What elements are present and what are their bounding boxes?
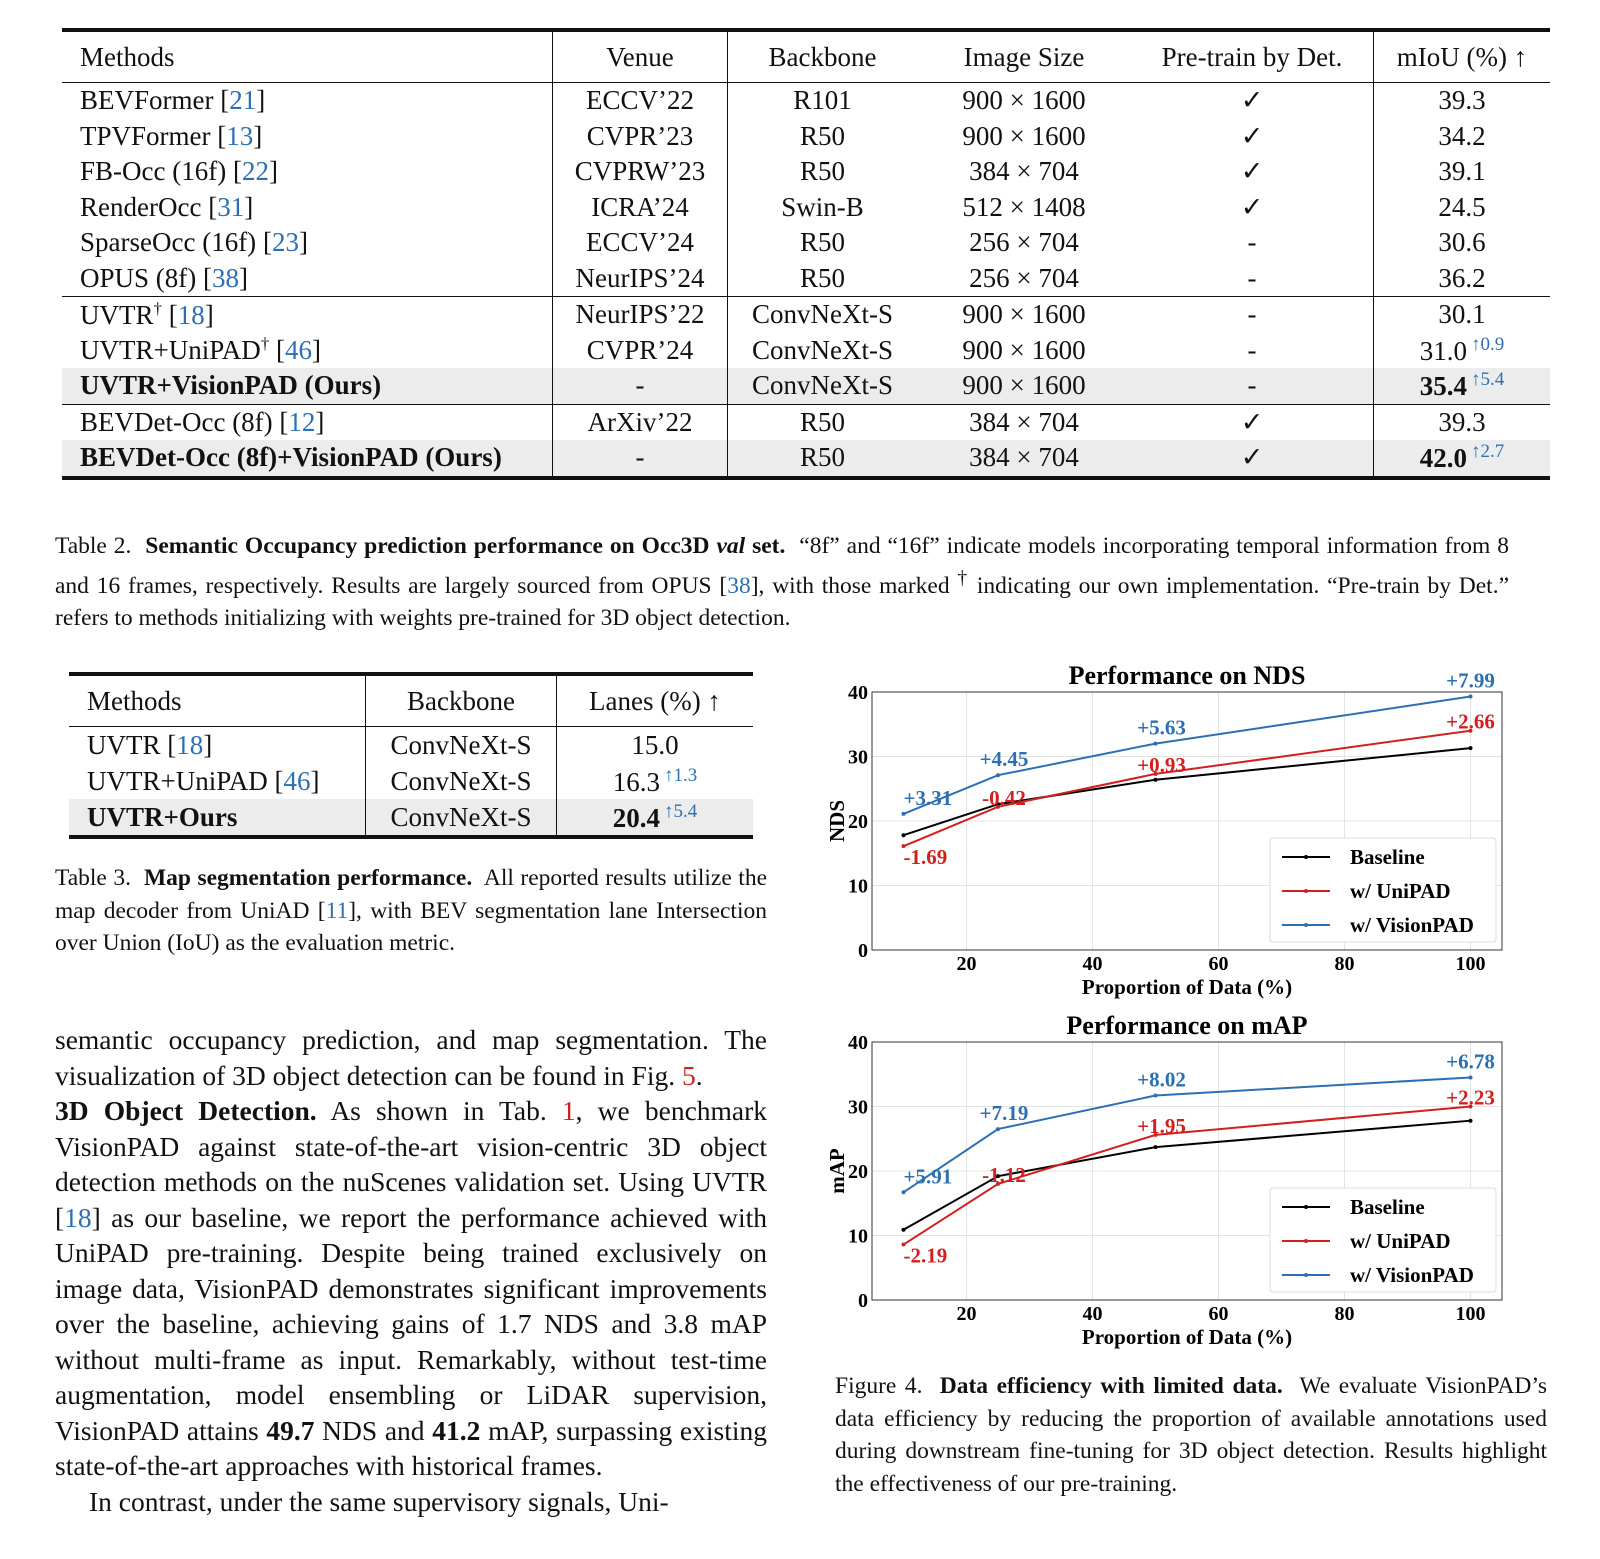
miou-cell: 30.6 [1438,227,1486,258]
data-label: +5.63 [1137,715,1186,740]
header-miou: mIoU (%) ↑ [1396,41,1528,72]
pretrain-cell: - [1131,261,1374,297]
y-tick-label: 40 [848,682,868,704]
y-tick-label: 20 [848,1161,868,1183]
lanes-cell: 20.4 $^{↑5.4}$ [612,800,698,833]
y-axis-label: NDS [825,799,849,843]
pretrain-cell: - [1131,297,1374,333]
citation-link[interactable]: 21 [229,85,257,116]
y-tick-label: 30 [848,746,868,769]
venue-cell: ICRA’24 [553,190,728,226]
y-axis-label: mAP [825,1148,849,1194]
data-point [996,1127,1000,1131]
citation-link[interactable]: 22 [241,156,269,187]
table-row [69,763,753,799]
table-row [62,368,1550,404]
venue-cell: CVPR’23 [553,119,728,155]
pretrain-cell: ✓ [1131,83,1374,119]
header-backbone: Backbone [366,674,557,727]
data-point [1469,1075,1473,1079]
paragraph: semantic occupancy prediction, and map segmentation. The visualization of 3D object detection can be found in Fig. 5. [55,1024,767,1091]
citation-link[interactable]: 12 [288,406,316,437]
x-axis-label: Proportion of Data (%) [1081,1325,1293,1349]
pretrain-cell: - [1131,368,1374,404]
table-row [62,154,1550,190]
size-cell: 256 × 704 [969,262,1079,293]
table-2 [62,28,1550,480]
data-label: +4.45 [979,747,1029,772]
data-point [1469,1119,1473,1123]
data-label: +2.23 [1446,1085,1495,1110]
method-cell: SparseOcc (16f) [23] [62,225,553,261]
venue-cell: - [553,368,728,404]
x-tick-label: 40 [1082,1303,1103,1325]
data-point [1154,1145,1158,1149]
data-label: -1.69 [903,845,948,870]
venue-cell: ECCV’24 [553,225,728,261]
method-cell: FB-Occ (16f) [22] [62,154,553,190]
citation-link[interactable]: 18 [177,299,205,330]
table-row [62,404,1550,440]
table-row [62,297,1550,333]
legend-label: w/ UniPAD [1350,879,1451,903]
legend-marker [1304,1273,1308,1277]
venue-cell: ECCV’22 [553,83,728,119]
table-row [62,333,1550,369]
size-cell: 900 × 1600 [962,120,1086,151]
miou-cell: 31.0 $^{↑0.9}$ [1419,333,1505,366]
table-row [62,119,1550,155]
lanes-cell: 16.3 $^{↑1.3}$ [612,764,698,797]
venue-cell: NeurIPS’24 [553,261,728,297]
method-cell: RenderOcc [31] [62,190,553,226]
backbone-cell: ConvNeXt-S [366,799,557,837]
table-link[interactable]: 1 [561,1095,576,1126]
backbone-cell: R101 [793,85,852,116]
data-point [1469,695,1473,699]
data-label: +8.02 [1137,1067,1186,1092]
nds-chart [825,658,1550,1008]
legend-label: w/ VisionPAD [1350,913,1474,937]
miou-cell: 42.0 $^{↑2.7}$ [1419,441,1505,474]
x-tick-label: 60 [1208,1303,1229,1325]
table-row [62,261,1550,297]
legend-marker [1304,1205,1308,1209]
data-point [902,1190,906,1194]
pretrain-cell: - [1131,333,1374,369]
gain-badge: ↑1.3 [664,764,698,786]
data-point [1154,742,1158,746]
legend-marker [1304,923,1308,927]
method-cell: BEVDet-Occ (8f) [12] [62,404,553,440]
gain-badge: ↑5.4 [1471,369,1505,391]
header-lanes: Lanes (%) ↑ [589,685,721,716]
backbone-cell: R50 [799,406,845,437]
backbone-cell: Swin-B [781,191,864,222]
size-cell: 900 × 1600 [962,85,1086,116]
table-3-caption: Table 3. Map segmentation performance. All reported results utilize the map decoder from UniAD [11], with BEV segmentation lane Intersection over Union (IoU) as the evaluation metric. [55,865,767,956]
data-label: -2.19 [903,1243,948,1268]
table-row [62,83,1550,119]
backbone-cell: ConvNeXt-S [366,763,557,799]
data-point [996,773,1000,777]
venue-cell: NeurIPS’22 [553,297,728,333]
x-tick-label: 20 [956,953,977,975]
backbone-cell: R50 [799,156,845,187]
lanes-cell: 15.0 [631,729,679,760]
citation-link[interactable]: 11 [325,897,349,924]
x-tick-label: 100 [1455,1303,1486,1325]
x-tick-label: 40 [1082,953,1103,975]
legend-label: w/ VisionPAD [1350,1263,1474,1287]
citation-link[interactable]: 13 [226,120,254,151]
venue-cell: CVPR’24 [553,333,728,369]
method-cell: UVTR+UniPAD [46] [69,763,366,799]
backbone-cell: R50 [799,120,845,151]
citation-link[interactable]: 31 [217,191,245,222]
x-tick-label: 100 [1455,953,1486,975]
method-cell: UVTR [18] [69,727,366,764]
miou-cell: 36.2 [1438,262,1486,293]
legend-marker [1304,889,1308,893]
size-cell: 512 × 1408 [962,191,1086,222]
miou-cell: 39.1 [1438,156,1486,187]
x-tick-label: 80 [1334,1303,1355,1325]
data-label: +0.93 [1137,752,1186,777]
y-tick-label: 10 [848,875,868,898]
gain-badge: ↑5.4 [664,800,698,822]
data-point [902,1228,906,1232]
y-tick-label: 30 [848,1096,868,1119]
nds-chart-svg [825,658,1550,1008]
size-cell: 900 × 1600 [962,370,1086,401]
method-cell: TPVFormer [13] [62,119,553,155]
citation-link[interactable]: 38 [727,572,751,599]
miou-cell: 39.3 [1438,406,1486,437]
map-chart [825,1008,1550,1358]
miou-cell: 34.2 [1438,120,1486,151]
data-label: +7.99 [1446,668,1495,693]
figure-link[interactable]: 5 [682,1059,696,1091]
data-label: -0.42 [982,785,1026,810]
header-methods: Methods [69,674,366,727]
header-backbone: Backbone [768,41,877,72]
data-label: +5.91 [903,1164,953,1189]
data-point [1154,1094,1158,1098]
miou-cell: 30.1 [1438,299,1486,330]
pretrain-cell: ✓ [1131,404,1374,440]
method-cell: UVTR† [18] [62,297,553,333]
pretrain-cell: ✓ [1131,190,1374,226]
citation-link[interactable]: 18 [64,1201,92,1233]
header-methods: Methods [62,30,553,83]
gain-badge: ↑2.7 [1471,441,1505,463]
venue-cell: CVPRW’23 [553,154,728,190]
table-row [69,727,753,764]
citation-link[interactable]: 38 [212,262,240,293]
legend-marker [1304,1239,1308,1243]
venue-cell: - [553,440,728,478]
header-image-size: Image Size [963,41,1085,72]
size-cell: 384 × 704 [969,406,1079,437]
legend-label: w/ UniPAD [1350,1229,1451,1253]
citation-link[interactable]: 46 [283,765,311,796]
miou-cell: 35.4 $^{↑5.4}$ [1419,369,1505,402]
y-tick-label: 40 [848,1032,868,1054]
table-row [69,799,753,837]
method-cell: UVTR+Ours [69,799,366,837]
paragraph: 3D Object Detection. As shown in Tab. 1, we benchmark VisionPAD against state-of-the-art vision-centric 3D object detection methods on the nuScenes validation set. Using UVTR [18] as our baseline, we report the performance achieved with UniPAD pre-training. Despite being trained exclusively on image data, VisionPAD demonstrates significant improvements over the baseline, achieving gains of 1.7 NDS and 3.8 mAP without multi-frame as input. Remarkably, without test-time augmentation, model ensembling or LiDAR supervision, VisionPAD attains 49.7 NDS and 41.2 mAP, surpassing existing state-of-the-art approaches with historical frames. [55,1095,768,1481]
citation-link[interactable]: 18 [176,729,204,760]
method-cell: OPUS (8f) [38] [62,261,553,297]
backbone-cell: ConvNeXt-S [366,727,557,764]
body-text [55,1022,767,1519]
legend-marker [1304,855,1308,859]
backbone-cell: ConvNeXt-S [752,370,893,401]
x-tick-label: 80 [1334,953,1355,975]
pretrain-cell: ✓ [1131,440,1374,478]
size-cell: 384 × 704 [969,442,1079,473]
backbone-cell: R50 [799,262,845,293]
data-point [902,833,906,837]
header-venue: Venue [553,30,728,83]
size-cell: 256 × 704 [969,227,1079,258]
citation-link[interactable]: 46 [285,335,313,366]
table-3 [69,672,753,839]
miou-cell: 39.3 [1438,85,1486,116]
x-tick-label: 60 [1208,953,1229,975]
size-cell: 900 × 1600 [962,299,1086,330]
chart-title: Performance on NDS [1068,661,1306,690]
citation-link[interactable]: 23 [271,227,299,258]
data-label: +2.66 [1446,709,1495,734]
data-label: +3.31 [903,785,953,810]
table-row [62,190,1550,226]
table-row [62,225,1550,261]
size-cell: 900 × 1600 [962,334,1086,365]
venue-cell: ArXiv’22 [553,404,728,440]
y-tick-label: 10 [848,1225,868,1248]
y-tick-label: 20 [848,811,868,833]
data-label: +7.19 [979,1101,1029,1126]
legend-label: Baseline [1350,845,1425,869]
data-label: -1.12 [982,1162,1026,1187]
data-point [1154,778,1158,782]
data-label: +1.95 [1137,1113,1186,1138]
table-row [62,440,1550,478]
backbone-cell: ConvNeXt-S [752,334,893,365]
table-2-caption: Table 2. Semantic Occupancy prediction performance on Occ3D val set. “8f” and “16f” indicate models incorporating temporal information from 8 and 16 frames, respectively. Results are largely sourced from OPUS [38], with those marked † indicating our own implementation. “Pre-train by Det.” refers to methods initializing with weights pre-trained for 3D object detection. [55,533,1510,631]
method-cell: BEVFormer [21] [62,83,553,119]
backbone-cell: ConvNeXt-S [752,299,893,330]
x-tick-label: 20 [956,1303,977,1325]
data-label: +6.78 [1446,1049,1495,1074]
figure-4-caption: Figure 4. Data efficiency with limited data. We evaluate VisionPAD’s data efficiency by reducing the proportion of available annotations used during downstream fine-tuning for 3D object detection. Results highlight the effectiveness of our pre-training. [835,1373,1547,1497]
pretrain-cell: - [1131,225,1374,261]
method-cell: UVTR+UniPAD† [46] [62,333,553,369]
pretrain-cell: ✓ [1131,119,1374,155]
y-tick-label: 0 [858,940,868,962]
backbone-cell: R50 [799,227,845,258]
data-point [902,812,906,816]
chart-title: Performance on mAP [1066,1011,1308,1040]
y-tick-label: 0 [858,1290,868,1312]
header-pretrain: Pre-train by Det. [1131,30,1374,83]
paragraph: In contrast, under the same supervisory signals, Uni- [89,1485,669,1517]
size-cell: 384 × 704 [969,156,1079,187]
legend-label: Baseline [1350,1195,1425,1219]
backbone-cell: R50 [799,442,845,473]
data-point [1469,746,1473,750]
method-cell: BEVDet-Occ (8f)+VisionPAD (Ours) [62,440,553,478]
map-chart-svg [825,1008,1550,1358]
miou-cell: 24.5 [1438,191,1486,222]
pretrain-cell: ✓ [1131,154,1374,190]
gain-badge: ↑0.9 [1471,333,1505,355]
x-axis-label: Proportion of Data (%) [1081,975,1293,999]
method-cell: UVTR+VisionPAD (Ours) [62,368,553,404]
